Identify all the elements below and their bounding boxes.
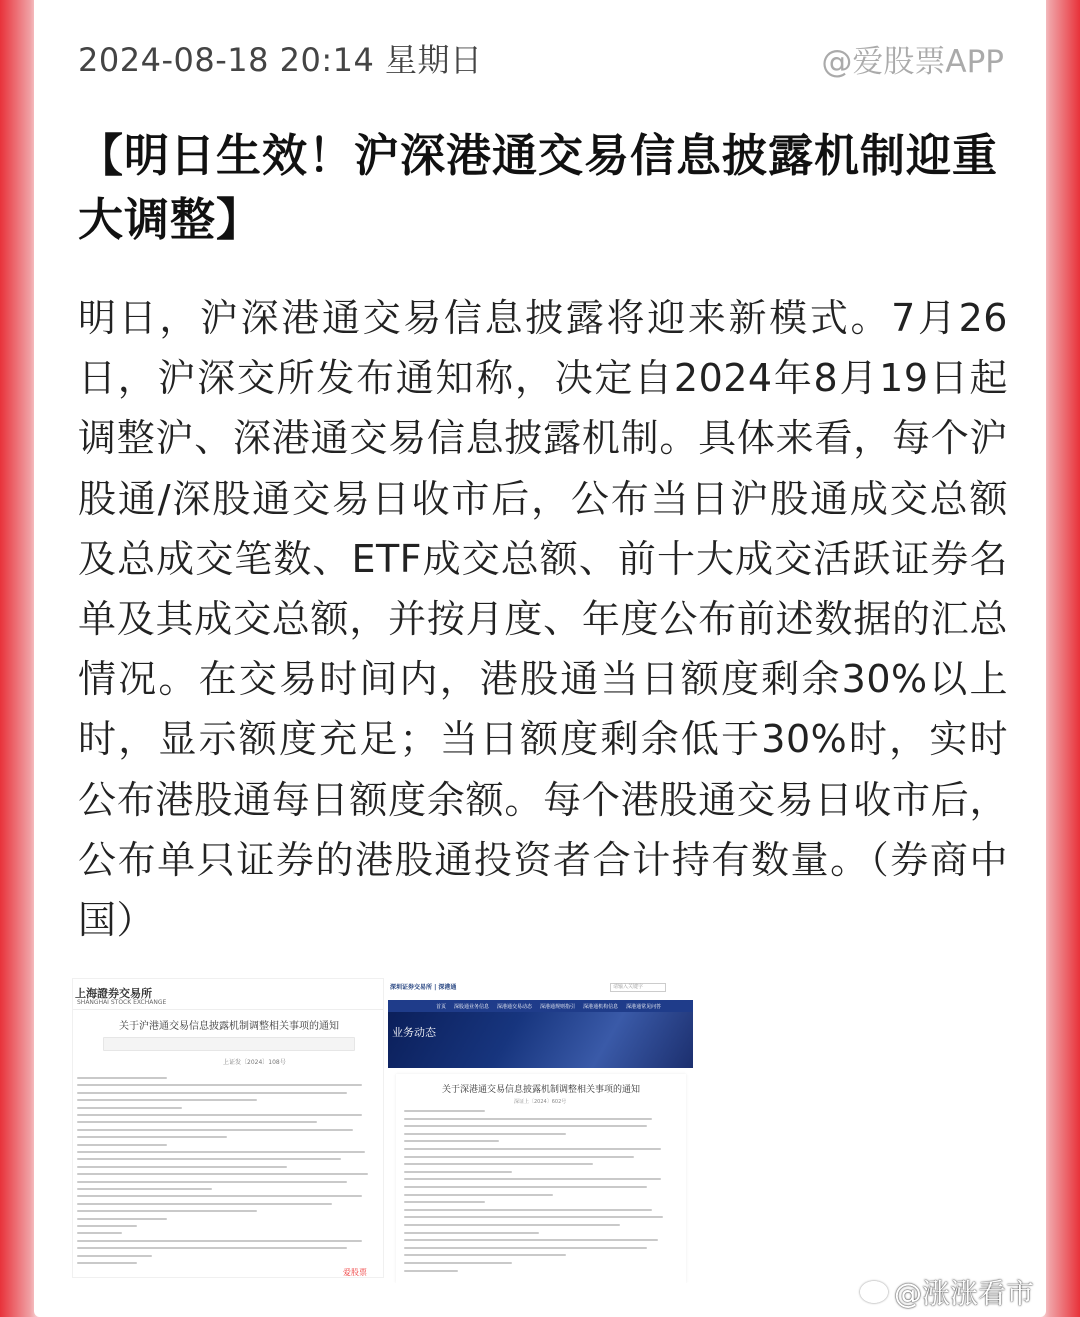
doc-text-line (77, 1158, 341, 1160)
doc-text-line (77, 1262, 137, 1264)
doc-text-line (404, 1140, 499, 1142)
sse-doc-number: 上证发〔2024〕108号 (223, 1059, 286, 1066)
doc-text-line (404, 1178, 661, 1180)
szse-nav-item: 深港通规则指引 (540, 1003, 576, 1010)
doc-text-line (77, 1121, 317, 1123)
doc-text-line (77, 1247, 347, 1249)
doc-text-line (77, 1181, 347, 1183)
doc-text-line (404, 1118, 652, 1120)
doc-text-line (404, 1232, 539, 1234)
szse-search-input: 请输入关键字 (610, 983, 666, 992)
szse-nav-item: 首页 (436, 1003, 447, 1010)
szse-banner-text: 业务动态 (392, 1026, 436, 1039)
doc-text-line (404, 1216, 663, 1218)
weibo-watermark (860, 1276, 1034, 1308)
doc-header-box (103, 1037, 355, 1051)
szse-banner (388, 1012, 693, 1068)
doc-text-line (77, 1092, 347, 1094)
doc-text-line (404, 1224, 620, 1226)
szse-nav-item: 深股通业务信息 (454, 1003, 490, 1010)
doc-text-line (77, 1077, 167, 1079)
post-datetime: 2024-08-18 20:14 星期日 (78, 41, 483, 79)
doc-text-line (404, 1254, 566, 1256)
doc-text-line (404, 1270, 458, 1272)
doc-text-line (404, 1171, 512, 1173)
doc-text-line (77, 1144, 167, 1146)
divider (73, 1009, 384, 1010)
sse-logo-subtitle: SHANGHAI STOCK EXCHANGE (77, 999, 167, 1006)
doc-text-line (77, 1203, 332, 1205)
post-body: 明日，沪深港通交易信息披露将迎来新模式。7月26日，沪深交所发布通知称，决定自2024年8月19日起调整沪、深港通交易信息披露机制。具体来看，每个沪股通/深股通交易日收市后，公布当日沪股通成交总额及总成交笔数、ETF成交总额、前十大成交活跃证券名单及其成交总额，并按月度、年度公布前述数据的汇总情况。在交易时间内，港股通当日额度剩余30%以上时，显示额度充足；当日额度剩余低于30%时，实时公布港股通每日额度余额。每个港股通交易日收市后，公布单只证券的港股通投资者合计持有数量。（券商中国） (78, 296, 1008, 943)
szse-nav (388, 1000, 693, 1012)
sse-logo: 上海證券交易所 (75, 987, 152, 1000)
doc-text-line (77, 1173, 368, 1175)
doc-text-line (77, 1166, 287, 1168)
doc-text-line (77, 1099, 257, 1101)
watermark-text: @涨涨看市 (894, 1277, 1035, 1310)
doc-text-line (404, 1156, 634, 1158)
szse-logo: 深圳证券交易所 | 深港通 (390, 984, 457, 991)
doc-text-line (77, 1188, 212, 1190)
szse-header (388, 978, 693, 1000)
szse-nav-item: 深港通机构信息 (583, 1003, 619, 1010)
doc-text-line (404, 1133, 566, 1135)
doc-text-line (404, 1148, 661, 1150)
doc-text-line (77, 1218, 167, 1220)
szse-nav-item: 深港通交易动态 (497, 1003, 533, 1010)
doc-text-line (77, 1255, 152, 1257)
doc-text-line (404, 1209, 652, 1211)
doc-text-line (404, 1194, 553, 1196)
szse-notice-image[interactable] (388, 978, 693, 1283)
doc-text-line (404, 1125, 647, 1127)
doc-text-line (77, 1151, 365, 1153)
szse-doc (396, 1074, 686, 1283)
doc-text-line (404, 1239, 658, 1241)
doc-text-line (77, 1210, 257, 1212)
doc-text-line (404, 1110, 485, 1112)
doc-text-line (404, 1201, 485, 1203)
szse-nav-item: 深港通常见问答 (626, 1003, 662, 1010)
doc-text-line (77, 1114, 362, 1116)
doc-text-line (404, 1262, 512, 1264)
doc-text-line (77, 1195, 362, 1197)
doc-text-line (77, 1136, 227, 1138)
doc-text-line (77, 1084, 362, 1086)
doc-text-line (77, 1107, 182, 1109)
szse-doc-number: 深证上〔2024〕602号 (514, 1099, 567, 1105)
post-source[interactable]: @爱股票APP (821, 43, 1004, 80)
sse-notice-title: 关于沪港通交易信息披露机制调整相关事项的通知 (119, 1021, 339, 1032)
szse-notice-title: 关于深港通交易信息披露机制调整相关事项的通知 (441, 1085, 640, 1095)
app-stamp: 爱股票 (343, 1268, 367, 1277)
post-headline: 【明日生效！沪深港通交易信息披露机制迎重大调整】 (78, 129, 999, 246)
doc-text-line (77, 1240, 362, 1242)
post-card (34, 0, 1046, 1317)
doc-text-line (77, 1129, 353, 1131)
post-meta (78, 36, 1004, 80)
sse-notice-image[interactable] (72, 978, 384, 1278)
doc-text-line (404, 1247, 647, 1249)
weibo-icon (860, 1281, 888, 1303)
doc-text-line (77, 1225, 137, 1227)
doc-text-line (404, 1186, 647, 1188)
doc-text-line (404, 1163, 593, 1165)
doc-text-line (77, 1232, 122, 1234)
